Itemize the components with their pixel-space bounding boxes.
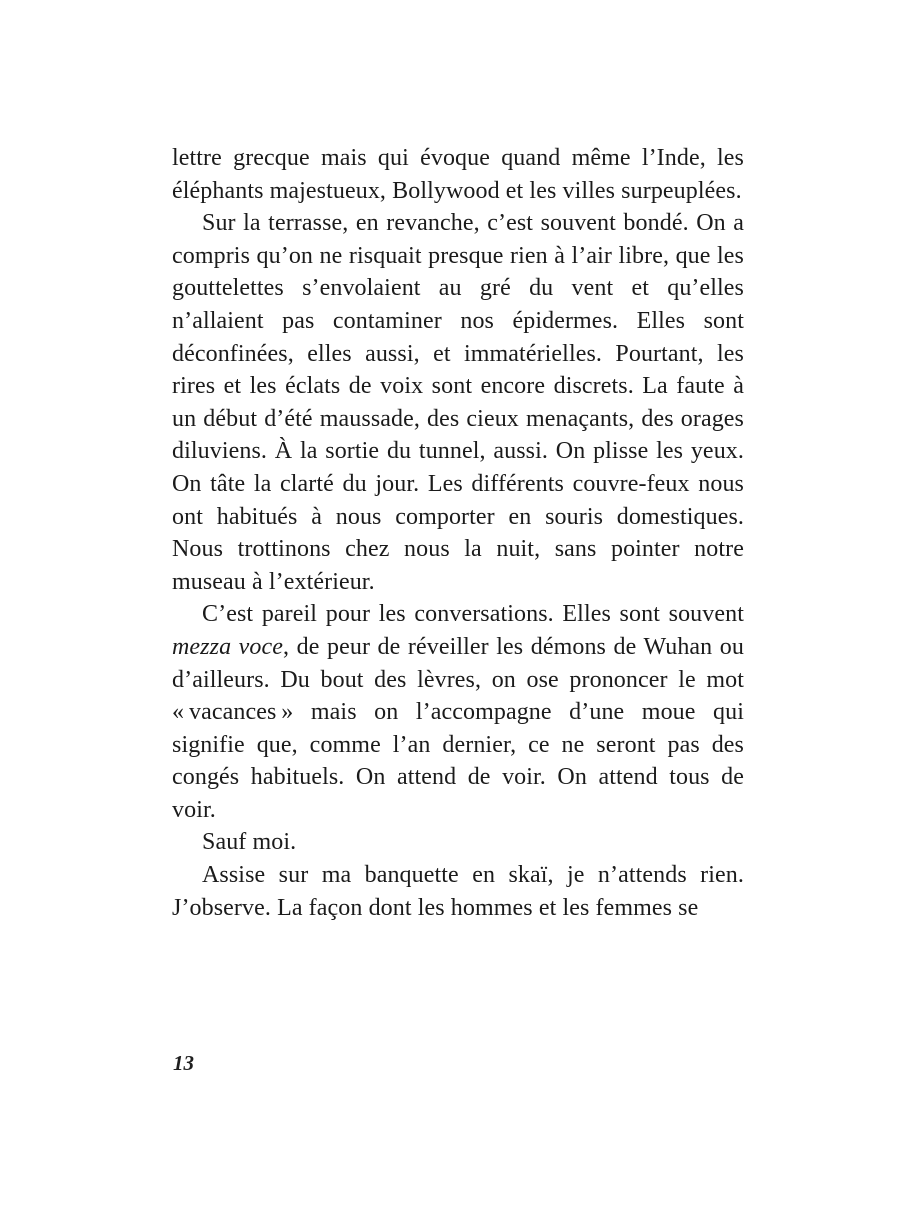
text-run: Sur la terrasse, en revanche, c’est souvent bondé. On a compris qu’on ne risquait presque rien à l’air libre, que les gouttelettes s’envolaient au gré du vent et qu’elles n’allaient pas contaminer nos épidermes. Elles sont déconfinées, elles aussi, et immatérielles. Pourtant, les rires et les éclats de voix sont encore discrets. La faute à un début d’été maussade, des cieux menaçants, des orages diluviens. À la sortie du tunnel, aussi. On plisse les yeux. On tâte la clarté du jour. Les différents couvre-feux nous ont habitués à nous comporter en souris domestiques. Nous trottinons chez nous la nuit, sans pointer notre museau à l’extérieur. xyxy=(172,210,744,595)
text-block xyxy=(172,142,744,924)
text-run: Assise sur ma banquette en skaï, je n’attends rien. J’observe. La façon dont les hommes et les femmes se xyxy=(172,862,744,921)
text-run: , de peur de réveiller les démons de Wuhan ou d’ailleurs. Du bout des lèvres, on ose prononcer le mot « vacances » mais on l’accompagne d’une moue qui signifie que, comme l’an dernier, ce ne seront pas des congés habituels. On attend de voir. On attend tous de voir. xyxy=(172,633,744,823)
paragraph xyxy=(172,859,744,924)
text-run: Sauf moi. xyxy=(202,829,297,856)
italic-run: mezza voce xyxy=(172,633,284,660)
paragraph xyxy=(172,826,744,859)
page-number: 13 xyxy=(173,1051,194,1075)
paragraph xyxy=(172,207,744,598)
text-run: lettre grecque mais qui évoque quand même l’Inde, les éléphants majestueux, Bollywood et les villes surpeuplées. xyxy=(172,145,744,204)
paragraph xyxy=(172,142,744,207)
text-run: C’est pareil pour les conversations. Elles sont souvent xyxy=(202,601,744,628)
paragraph xyxy=(172,598,744,826)
